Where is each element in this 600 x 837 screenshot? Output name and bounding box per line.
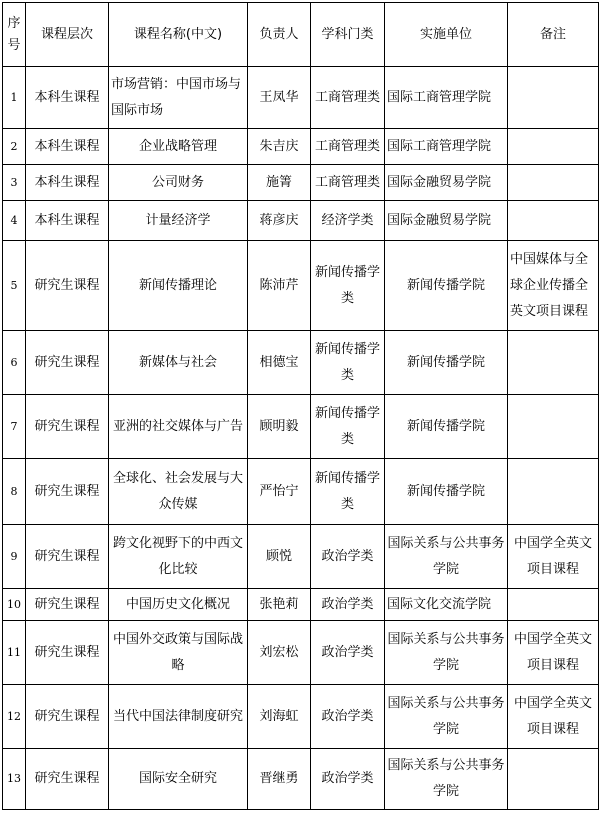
cell-unit: 国际关系与公共事务学院 — [385, 621, 508, 685]
cell-idx: 12 — [3, 685, 26, 749]
header-note: 备注 — [508, 3, 599, 67]
cell-category: 工商管理类 — [311, 67, 385, 129]
cell-idx: 13 — [3, 749, 26, 810]
table-row — [3, 459, 599, 525]
cell-note — [508, 749, 599, 810]
cell-note: 中国学全英文项目课程 — [508, 685, 599, 749]
cell-owner: 王凤华 — [248, 67, 311, 129]
cell-level: 本科生课程 — [26, 165, 109, 201]
cell-name: 新媒体与社会 — [109, 331, 248, 395]
cell-idx: 1 — [3, 67, 26, 129]
header-category: 学科门类 — [311, 3, 385, 67]
cell-idx: 5 — [3, 241, 26, 331]
header-idx: 序号 — [3, 3, 26, 67]
cell-owner: 相德宝 — [248, 331, 311, 395]
cell-name: 跨文化视野下的中西文化比较 — [109, 525, 248, 589]
table-row — [3, 67, 599, 129]
cell-owner: 施箐 — [248, 165, 311, 201]
cell-note: 中国媒体与全球企业传播全英文项目课程 — [508, 241, 599, 331]
cell-category: 政治学类 — [311, 749, 385, 810]
cell-owner: 顾悦 — [248, 525, 311, 589]
cell-level: 研究生课程 — [26, 525, 109, 589]
cell-idx: 7 — [3, 395, 26, 459]
cell-level: 研究生课程 — [26, 685, 109, 749]
cell-category: 新闻传播学类 — [311, 459, 385, 525]
cell-note — [508, 129, 599, 165]
table-row — [3, 129, 599, 165]
table-row — [3, 685, 599, 749]
cell-idx: 2 — [3, 129, 26, 165]
cell-unit: 国际关系与公共事务学院 — [385, 525, 508, 589]
cell-note: 中国学全英文项目课程 — [508, 621, 599, 685]
cell-unit: 新闻传播学院 — [385, 395, 508, 459]
cell-idx: 8 — [3, 459, 26, 525]
cell-category: 工商管理类 — [311, 165, 385, 201]
cell-unit: 国际文化交流学院 — [385, 589, 508, 621]
cell-name: 企业战略管理 — [109, 129, 248, 165]
table-row — [3, 621, 599, 685]
cell-unit: 国际金融贸易学院 — [385, 201, 508, 241]
cell-note — [508, 201, 599, 241]
cell-idx: 6 — [3, 331, 26, 395]
cell-owner: 陈沛芹 — [248, 241, 311, 331]
cell-unit: 新闻传播学院 — [385, 241, 508, 331]
table-row — [3, 395, 599, 459]
cell-unit: 国际关系与公共事务学院 — [385, 749, 508, 810]
course-table — [2, 2, 599, 810]
cell-idx: 11 — [3, 621, 26, 685]
cell-owner: 刘宏松 — [248, 621, 311, 685]
cell-name: 公司财务 — [109, 165, 248, 201]
cell-category: 新闻传播学类 — [311, 331, 385, 395]
cell-unit: 国际关系与公共事务学院 — [385, 685, 508, 749]
cell-owner: 顾明毅 — [248, 395, 311, 459]
cell-name: 市场营销：中国市场与国际市场 — [109, 67, 248, 129]
cell-name: 亚洲的社交媒体与广告 — [109, 395, 248, 459]
cell-note — [508, 459, 599, 525]
cell-category: 政治学类 — [311, 621, 385, 685]
header-owner: 负责人 — [248, 3, 311, 67]
cell-note — [508, 331, 599, 395]
cell-idx: 4 — [3, 201, 26, 241]
cell-note — [508, 395, 599, 459]
cell-level: 研究生课程 — [26, 749, 109, 810]
cell-unit: 新闻传播学院 — [385, 331, 508, 395]
cell-owner: 严怡宁 — [248, 459, 311, 525]
cell-level: 研究生课程 — [26, 241, 109, 331]
header-unit: 实施单位 — [385, 3, 508, 67]
cell-name: 全球化、社会发展与大众传媒 — [109, 459, 248, 525]
header-level: 课程层次 — [26, 3, 109, 67]
cell-idx: 9 — [3, 525, 26, 589]
cell-unit: 国际工商管理学院 — [385, 129, 508, 165]
cell-category: 工商管理类 — [311, 129, 385, 165]
cell-note: 中国学全英文项目课程 — [508, 525, 599, 589]
cell-owner: 蒋彦庆 — [248, 201, 311, 241]
cell-name: 当代中国法律制度研究 — [109, 685, 248, 749]
cell-owner: 张艳莉 — [248, 589, 311, 621]
table-row — [3, 331, 599, 395]
cell-category: 新闻传播学类 — [311, 241, 385, 331]
cell-level: 研究生课程 — [26, 459, 109, 525]
cell-name: 计量经济学 — [109, 201, 248, 241]
cell-level: 研究生课程 — [26, 395, 109, 459]
cell-name: 中国历史文化概况 — [109, 589, 248, 621]
cell-name: 国际安全研究 — [109, 749, 248, 810]
cell-level: 本科生课程 — [26, 129, 109, 165]
cell-unit: 新闻传播学院 — [385, 459, 508, 525]
cell-owner: 刘海虹 — [248, 685, 311, 749]
table-row — [3, 525, 599, 589]
cell-category: 政治学类 — [311, 685, 385, 749]
cell-owner: 晋继勇 — [248, 749, 311, 810]
cell-note — [508, 589, 599, 621]
cell-idx: 3 — [3, 165, 26, 201]
cell-name: 新闻传播理论 — [109, 241, 248, 331]
header-name: 课程名称(中文) — [109, 3, 248, 67]
cell-idx: 10 — [3, 589, 26, 621]
table-row — [3, 589, 599, 621]
cell-unit: 国际工商管理学院 — [385, 67, 508, 129]
table-row — [3, 165, 599, 201]
table-row — [3, 749, 599, 810]
table-row — [3, 201, 599, 241]
cell-level: 本科生课程 — [26, 201, 109, 241]
cell-unit: 国际金融贸易学院 — [385, 165, 508, 201]
cell-level: 研究生课程 — [26, 331, 109, 395]
cell-level: 研究生课程 — [26, 589, 109, 621]
header-row — [3, 3, 599, 67]
cell-category: 政治学类 — [311, 589, 385, 621]
cell-level: 本科生课程 — [26, 67, 109, 129]
cell-note — [508, 67, 599, 129]
cell-category: 经济学类 — [311, 201, 385, 241]
cell-note — [508, 165, 599, 201]
cell-category: 新闻传播学类 — [311, 395, 385, 459]
cell-owner: 朱吉庆 — [248, 129, 311, 165]
cell-category: 政治学类 — [311, 525, 385, 589]
cell-name: 中国外交政策与国际战略 — [109, 621, 248, 685]
cell-level: 研究生课程 — [26, 621, 109, 685]
table-row — [3, 241, 599, 331]
